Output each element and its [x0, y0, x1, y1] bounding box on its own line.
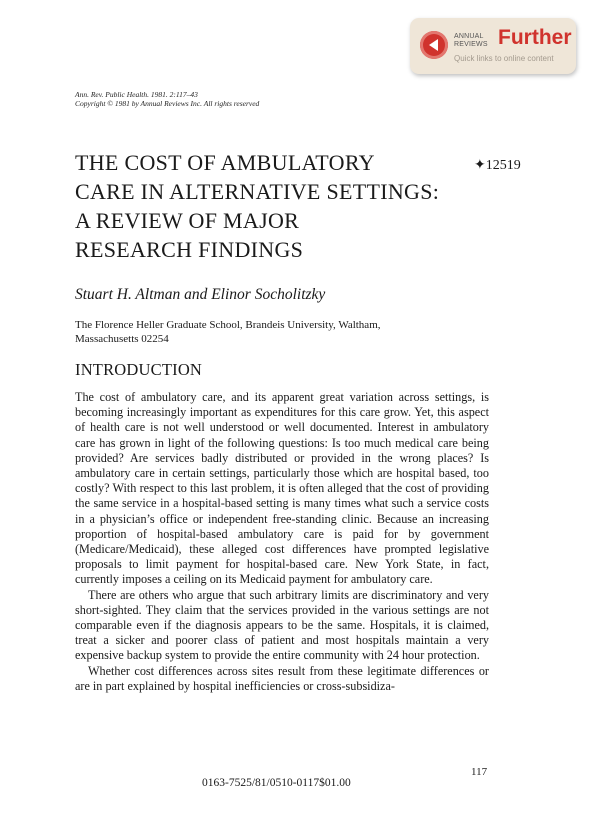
title-line: THE COST OF AMBULATORY: [75, 150, 375, 175]
badge-annual-text: ANNUAL: [454, 33, 484, 40]
badge-further-text: Further: [498, 26, 572, 49]
further-links-badge[interactable]: [410, 18, 576, 74]
body-paragraph: Whether cost differences across sites result from these legitimate differences or are in part explained by hospital inefficiencies or cross-subsidiza-: [75, 663, 489, 693]
document-number: ✦12519: [474, 158, 521, 173]
badge-reviews-text: REVIEWS: [454, 41, 488, 48]
title-line: CARE IN ALTERNATIVE SETTINGS:: [75, 179, 440, 204]
authors: Stuart H. Altman and Elinor Socholitzky: [75, 286, 326, 303]
title-line: RESEARCH FINDINGS: [75, 237, 304, 262]
body-paragraph: The cost of ambulatory care, and its apparent great variation across settings, is becoming increasingly important as expenditures for this care grow. Yet, this aspect of health care is not well understood or well documented. Interest in ambulatory care has grown in light of the following questions: Is too much medical care being provided? Are services badly distributed or provided in the wrong places? Is ambulatory care in certain settings, particularly those which are hospital based, too costly? With respect to this last problem, it is often alleged that the cost of providing the same service in a hospital-based setting is many times what such a service costs in a physician’s office or independent free-standing clinic. Because an increasing proportion of hospital-based ambulatory care is paid for by government (Medicare/Medicaid), these alleged cost differences have prompted legislative proposals to limit payment for hospital-based care. New York State, in fact, currently imposes a ceiling on its Medicaid payment for ambulatory care.: [75, 390, 489, 587]
footer-code: 0163-7525/81/0510-0117$01.00: [202, 777, 351, 789]
title-line: A REVIEW OF MAJOR: [75, 208, 300, 233]
badge-brand: [454, 33, 496, 49]
body-paragraph: There are others who argue that such arbitrary limits are discriminatory and very short-sighted. They claim that the services provided in the various settings are not comparable even if the diagnosis appears to be the same. Hospitals, it is claimed, treat a sicker and poorer class of patient and most hospitals maintain a very expensive backup system to provide the entire community with 24 hour protection.: [75, 587, 489, 663]
article-title: [75, 148, 475, 264]
arrow-left-icon: [420, 31, 448, 59]
article-body: [75, 390, 489, 694]
journal-header: [75, 90, 259, 108]
affiliation-line: Massachusetts 02254: [75, 333, 169, 345]
page-number: 117: [471, 766, 488, 778]
section-heading: INTRODUCTION: [75, 360, 203, 379]
affiliation: [75, 318, 381, 346]
badge-subtitle: Quick links to online content: [454, 54, 554, 63]
journal-citation: Ann. Rev. Public Health. 1981. 2:117–43: [75, 90, 198, 99]
copyright-notice: Copyright © 1981 by Annual Reviews Inc. All rights reserved: [75, 99, 260, 108]
affiliation-line: The Florence Heller Graduate School, Brandeis University, Waltham,: [75, 319, 381, 331]
